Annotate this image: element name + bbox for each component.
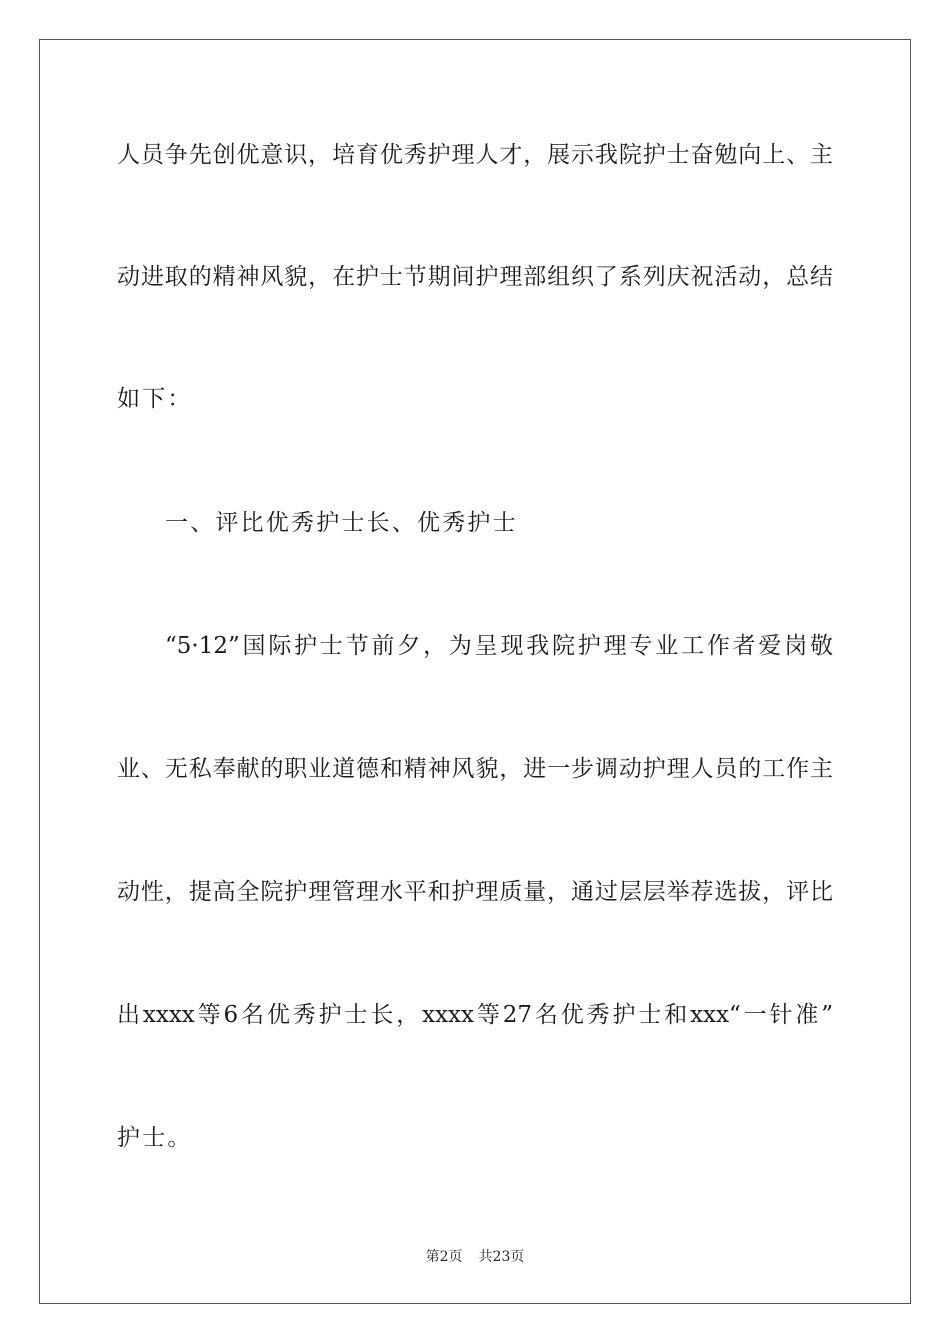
text-line-7: 动性，提高全院护理管理水平和护理质量，通过层层举荐选拔，评比 <box>117 879 833 905</box>
page-border <box>39 39 911 1304</box>
section-heading: 一、评比优秀护士长、优秀护士 <box>165 510 518 536</box>
text-line-9: 护士。 <box>117 1125 193 1151</box>
text-line-3: 如下： <box>117 386 193 412</box>
page-total: 共23页 <box>478 1249 525 1265</box>
text-line-2: 动进取的精神风貌，在护士节期间护理部组织了系列庆祝活动，总结 <box>117 264 833 290</box>
text-line-8: 出xxxx等6名优秀护士长，xxxx等27名优秀护士和xxx“一针准” <box>117 1002 833 1028</box>
page-number: 第2页 <box>425 1249 463 1265</box>
text-line-5: “5·12”国际护士节前夕，为呈现我院护理专业工作者爱岗敬 <box>165 633 833 659</box>
text-line-6: 业、无私奉献的职业道德和精神风貌，进一步调动护理人员的工作主 <box>117 756 833 782</box>
page-footer <box>0 1248 950 1266</box>
text-line-1: 人员争先创优意识，培育优秀护理人才，展示我院护士奋勉向上、主 <box>117 142 833 168</box>
